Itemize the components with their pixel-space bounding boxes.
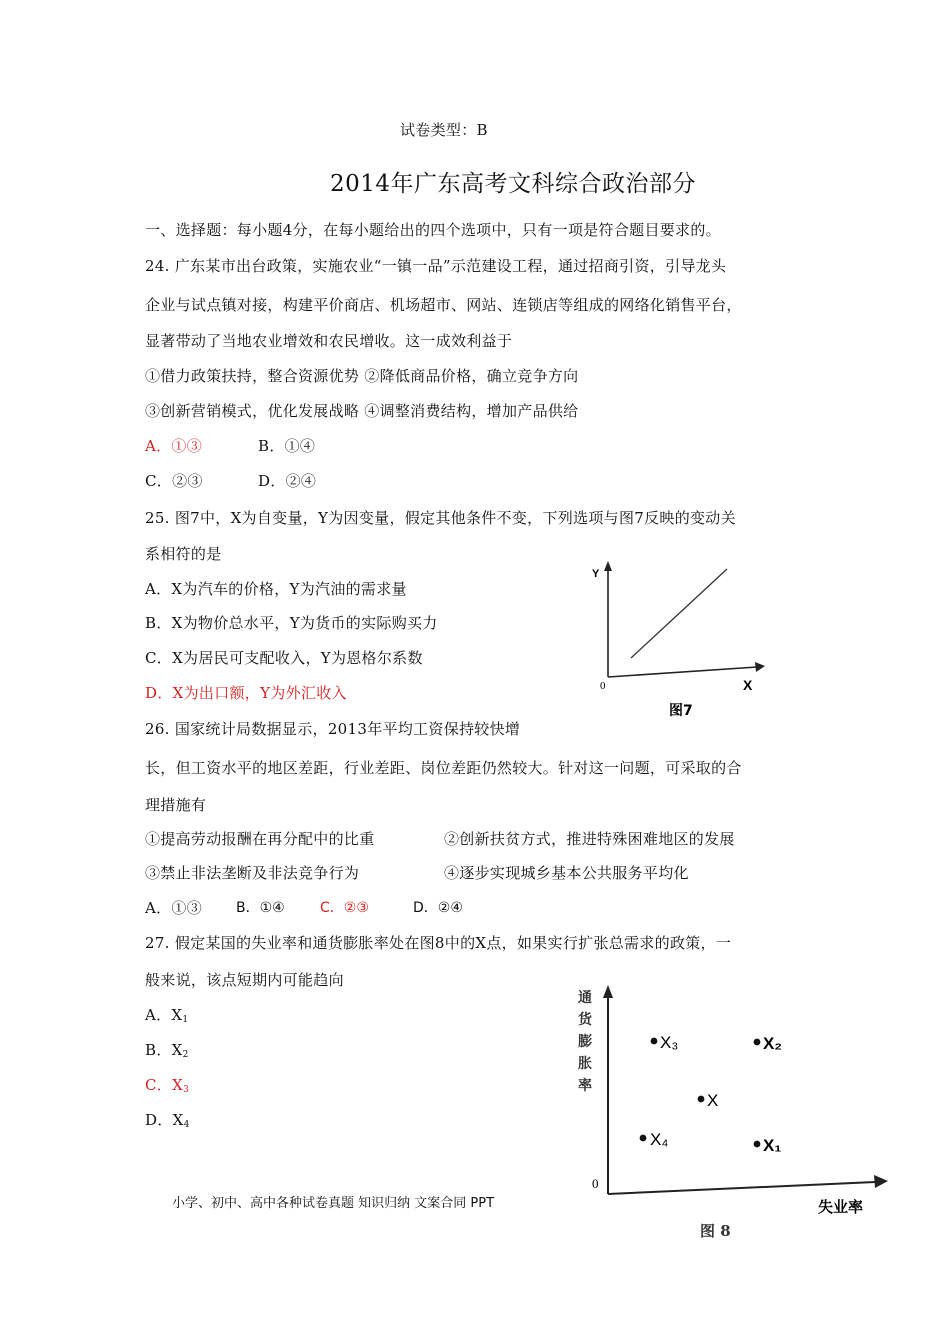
fig8-point-x1 <box>754 1141 761 1148</box>
fig8-label-x1: X₁ <box>763 1136 782 1155</box>
fig8-x-axis <box>608 1182 875 1194</box>
q26-line1: 26. 国家统计局数据显示，2013年平均工资保持较快增 <box>145 720 521 738</box>
fig8-y-arrow <box>603 985 613 998</box>
q25-line2: 系相符的是 <box>145 545 222 563</box>
q27-option-b: B．$X_2$ <box>145 1041 189 1060</box>
fig8-y-label-3: 膨 <box>578 1034 592 1050</box>
fig7-origin: 0 <box>600 680 606 692</box>
q24-option-a: A．①③ <box>145 437 203 455</box>
q25-option-d: D．X为出口额，Y为外汇收入 <box>145 684 347 702</box>
fig8-label-x3: X₃ <box>660 1033 679 1052</box>
fig7-line <box>631 569 727 658</box>
fig8-point-x3 <box>651 1038 658 1045</box>
q25-option-c: C．X为居民可支配收入，Y为恩格尔系数 <box>145 649 423 667</box>
page-title: 2014年广东高考文科综合政治部分 <box>330 171 697 197</box>
section-intro: 一、选择题：每小题4分，在每小题给出的四个选项中，只有一项是符合题目要求的。 <box>145 221 721 239</box>
figure-8 <box>570 982 900 1244</box>
q26-item1: ①提高劳动报酬在再分配中的比重 <box>145 830 375 848</box>
q24-line3: 显著带动了当地农业增效和农民增收。这一成效利益于 <box>145 332 513 350</box>
q27-option-c: C．$X_3$ <box>145 1076 190 1095</box>
fig8-x-arrow <box>874 1175 888 1188</box>
fig8-origin: 0 <box>592 1176 599 1191</box>
q25-line1: 25. 图7中，X为自变量，Y为因变量，假定其他条件不变，下列选项与图7反映的变动关 <box>145 509 736 527</box>
q26-option-b: B．①④ <box>236 900 285 916</box>
fig8-caption: 图 8 <box>700 1222 731 1240</box>
fig8-label-x2: X₂ <box>763 1034 782 1053</box>
figure-7 <box>585 555 785 725</box>
fig7-x-axis <box>608 667 757 677</box>
q27-option-d: D．$X_4$ <box>145 1111 190 1130</box>
q26-option-d: D．②④ <box>413 900 463 916</box>
fig7-caption: 图7 <box>669 703 693 719</box>
fig7-x-arrow <box>755 662 765 672</box>
q24-option-b: B．①④ <box>258 437 316 455</box>
figure-7-graph <box>585 555 785 725</box>
fig8-point-x <box>698 1096 705 1103</box>
fig7-y-arrow <box>604 561 612 571</box>
fig8-y-label-2: 货 <box>578 1012 592 1028</box>
fig7-x-label: X <box>743 677 753 693</box>
fig8-x-label: 失业率 <box>818 1198 864 1216</box>
q27-option-a: A．$X_1$ <box>145 1006 189 1025</box>
q26-option-a: A．①③ <box>145 899 203 917</box>
q24-option-d: D．②④ <box>258 472 317 490</box>
fig8-y-label-4: 胀 <box>578 1056 592 1072</box>
fig8-label-x: X <box>707 1091 719 1110</box>
q26-option-c: C．②③ <box>320 900 369 916</box>
q26-line2: 长，但工资水平的地区差距，行业差距、岗位差距仍然较大。针对这一问题，可采取的合 <box>145 759 742 777</box>
fig8-y-label-1: 通 <box>578 990 592 1006</box>
q24-line2: 企业与试点镇对接，构建平价商店、机场超市、网站、连锁店等组成的网络化销售平台， <box>145 296 742 314</box>
q26-item3: ③禁止非法垄断及非法竞争行为 <box>145 864 360 882</box>
fig8-y-label-5: 率 <box>578 1078 592 1094</box>
footer-note: 小学、初中、高中各种试卷真题 知识归纳 文案合同 PPT <box>172 1196 495 1211</box>
figure-8-graph <box>570 982 900 1244</box>
q24-item2: ③创新营销模式，优化发展战略 ④调整消费结构，增加产品供给 <box>145 402 579 420</box>
q24-option-c: C．②③ <box>145 472 203 490</box>
fig8-point-x2 <box>754 1039 761 1046</box>
q27-line1: 27. 假定某国的失业率和通货膨胀率处在图8中的X点，如果实行扩张总需求的政策，一 <box>145 934 732 952</box>
paper-type: 试卷类型：B <box>400 121 488 139</box>
q26-line3: 理措施有 <box>145 796 207 814</box>
fig7-y-label: Y <box>592 568 600 580</box>
q24-item1: ①借力政策扶持，整合资源优势 ②降低商品价格，确立竞争方向 <box>145 367 579 385</box>
q27-line2: 般来说，该点短期内可能趋向 <box>145 971 344 989</box>
fig8-point-x4 <box>640 1135 647 1142</box>
q25-option-b: B．X为物价总水平，Y为货币的实际购买力 <box>145 614 438 632</box>
q26-item4: ④逐步实现城乡基本公共服务平均化 <box>444 864 689 882</box>
fig8-label-x4: X₄ <box>650 1130 669 1149</box>
q24-line1: 24. 广东某市出台政策，实施农业“一镇一品”示范建设工程，通过招商引资，引导龙头 <box>145 257 727 275</box>
q26-item2: ②创新扶贫方式，推进特殊困难地区的发展 <box>444 830 735 848</box>
q25-option-a: A．X为汽车的价格，Y为汽油的需求量 <box>145 580 407 598</box>
